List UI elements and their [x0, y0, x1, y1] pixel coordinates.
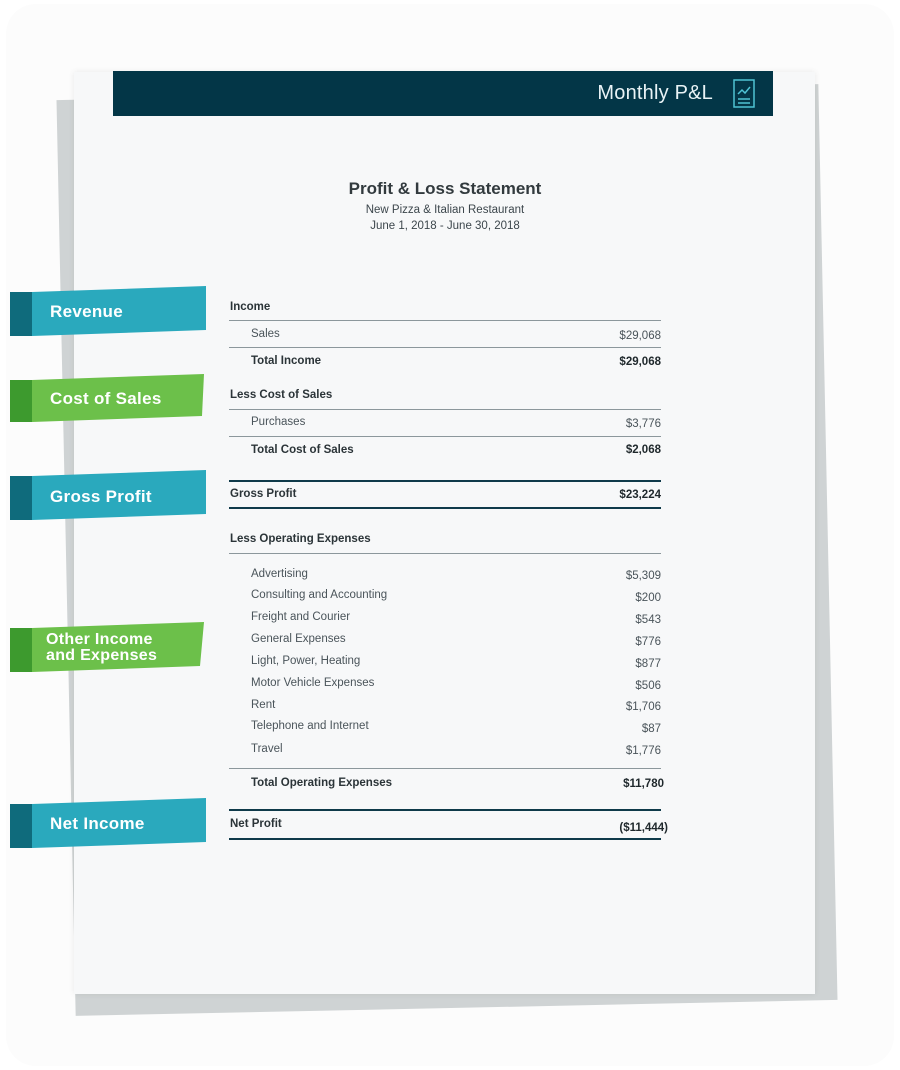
expense-row-label: Consulting and Accounting — [251, 589, 388, 601]
divider — [229, 320, 661, 321]
header-bar — [113, 71, 773, 116]
tag-net-income-label: Net Income — [50, 814, 145, 833]
expense-row-value: $506 — [635, 680, 661, 692]
tag-revenue-label: Revenue — [50, 302, 123, 321]
expense-row-label: Motor Vehicle Expenses — [251, 677, 375, 689]
tag-other-income-line2: and Expenses — [46, 647, 158, 664]
divider — [229, 347, 661, 348]
cost-row-value: $3,776 — [625, 418, 661, 430]
cost-row-label: Purchases — [251, 416, 306, 428]
income-row-value: $29,068 — [619, 330, 661, 342]
expense-row-value: $543 — [635, 614, 661, 626]
expense-row-value: $776 — [635, 636, 661, 648]
divider — [229, 507, 661, 509]
divider — [229, 409, 661, 410]
expense-row-label: Freight and Courier — [251, 611, 351, 623]
net-profit-value: ($11,444) — [619, 822, 668, 834]
total-income-value: $29,068 — [619, 356, 661, 368]
divider — [229, 553, 661, 554]
divider — [229, 838, 661, 840]
expense-row-label: Light, Power, Heating — [251, 655, 361, 667]
tag-revenue — [10, 286, 210, 330]
expense-row-label: Travel — [251, 743, 283, 755]
tag-cost-of-sales — [10, 374, 210, 418]
expense-row-value: $877 — [635, 658, 661, 670]
expense-row-value: $1,706 — [625, 701, 661, 713]
divider — [229, 809, 661, 811]
divider — [229, 480, 661, 482]
business-name: New Pizza & Italian Restaurant — [365, 204, 525, 216]
gross-profit-label: Gross Profit — [230, 488, 297, 500]
expense-row-value: $5,309 — [625, 570, 661, 582]
net-profit-label: Net Profit — [230, 818, 282, 830]
tag-other-income-expenses — [10, 622, 210, 672]
tag-net-income — [10, 798, 210, 842]
total-cost-value: $2,068 — [625, 444, 661, 456]
operating-expenses-heading: Less Operating Expenses — [230, 533, 371, 545]
expense-row-label: Telephone and Internet — [251, 720, 369, 732]
income-heading: Income — [230, 301, 271, 313]
total-income-label: Total Income — [251, 355, 322, 367]
income-row-label: Sales — [251, 328, 280, 340]
divider — [229, 768, 661, 769]
expense-row-label: Rent — [251, 699, 276, 711]
tag-gross-profit-label: Gross Profit — [50, 487, 152, 506]
statement-title: Profit & Loss Statement — [348, 179, 542, 198]
expense-row-label: General Expenses — [251, 633, 346, 645]
expense-row-value: $200 — [635, 592, 661, 604]
expense-row-label: Advertising — [251, 568, 308, 580]
total-operating-expenses-value: $11,780 — [623, 778, 664, 790]
tag-other-income-line1: Other Income — [46, 631, 153, 648]
total-cost-label: Total Cost of Sales — [251, 444, 354, 456]
divider — [229, 436, 661, 437]
expense-row-value: $87 — [641, 723, 661, 735]
statement-period: June 1, 2018 - June 30, 2018 — [370, 220, 520, 232]
expense-row-value: $1,776 — [625, 745, 661, 757]
total-operating-expenses-label: Total Operating Expenses — [251, 777, 393, 789]
report-chart-icon — [733, 79, 755, 108]
header-title: Monthly P&L — [597, 82, 713, 104]
tag-cost-of-sales-label: Cost of Sales — [50, 389, 162, 408]
tag-gross-profit — [10, 470, 210, 514]
cost-of-sales-heading: Less Cost of Sales — [230, 389, 333, 401]
gross-profit-value: $23,224 — [619, 489, 661, 501]
